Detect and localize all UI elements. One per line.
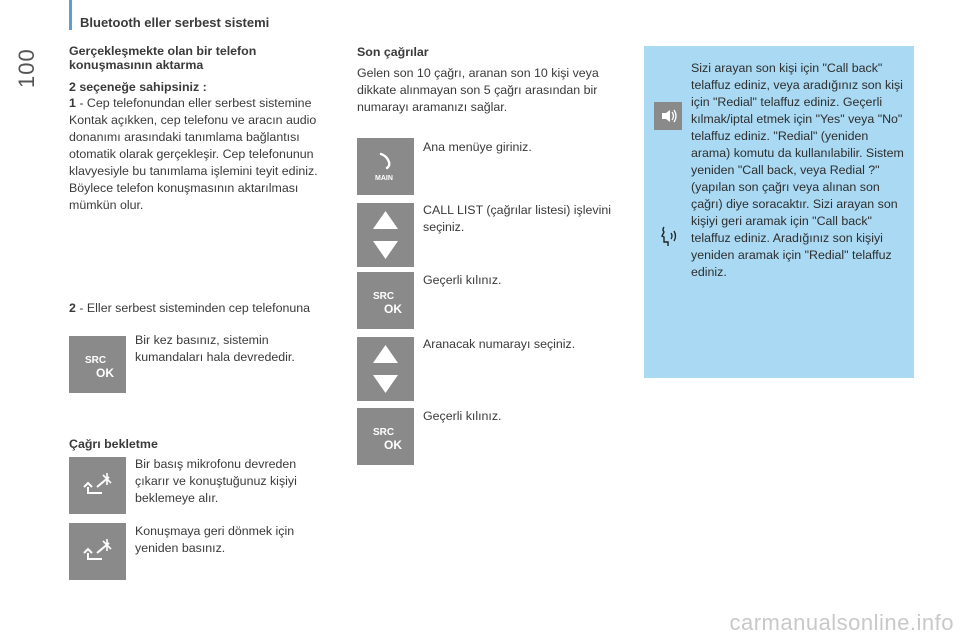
up-down-button-1[interactable] [357, 203, 414, 267]
ok-label: OK [384, 438, 402, 452]
up-down-button-2[interactable] [357, 337, 414, 401]
option-1-text: - Cep telefonundan eller serbest sistemine Kontak açıkken, cep telefonu ve aracın audio donanımı arasındaki tanımlama bağlantısı otomatik olarak gerçekleşir. Cep telefonunun klavyesiyle bu tanımlama işlemini teyit ediniz. Böylece telefon konuşmasının aktarılması mümkün olur. [69, 96, 318, 212]
src-label: SRC [373, 427, 395, 438]
voice-command-instructions: Sizi arayan son kişi için "Call back" telaffuz ediniz, veya aradığınız son kişi için "Redial" telaffuz ediniz. Geçerli kılmak/iptal etmek için "Yes" veya "No" telaffuz ediniz. "Redial" (yeniden arama) komutu da kullanılabilir. Sistem yeniden "Call back, veya Redial ?" (yapılan son çağrı veya alınan son çağrı) diye soracaktır. Sizi arayan son kişiyi geri aramak için "Call back" telaffuz ediniz. Aradığınız son kişiyi yeniden aramak için "Redial" telaffuz ediniz. [691, 61, 904, 279]
mic-mute-button-2[interactable] [69, 523, 126, 580]
press-once-text: Bir kez basınız, sistemin kumandaları hala devrededir. [135, 333, 295, 364]
src-label: SRC [373, 291, 395, 302]
mic-mute-icon [69, 457, 126, 514]
transfer-section-title: Gerçekleşmekte olan bir telefon konuşmasının aktarma [69, 44, 257, 72]
phone-hook-icon [381, 154, 389, 168]
arrow-up-icon [373, 345, 398, 363]
option-1-number: 1 [69, 96, 76, 110]
arrow-up-icon [373, 211, 398, 229]
mic-mute-icon [69, 523, 126, 580]
footer-watermark: carmanualsonline.info [729, 610, 954, 635]
page-header-title: Bluetooth eller serbest sistemi [80, 15, 270, 30]
src-ok-button-mid-1[interactable] [357, 272, 414, 329]
main-button[interactable] [357, 138, 414, 195]
src-label: SRC [85, 355, 107, 366]
call-wait-text-1: Bir basış mikrofonu devreden çıkarır ve konuştuğunuz kişiyi beklemeye alır. [135, 457, 297, 505]
step-3-text: Geçerli kılınız. [423, 273, 502, 287]
main-label: MAIN [375, 175, 393, 182]
arrow-down-icon [373, 241, 398, 259]
recent-calls-intro: Gelen son 10 çağrı, aranan son 10 kişi veya dikkate alınmayan son 5 çağrı arasından bir numarayı aramanızı sağlar. [357, 66, 599, 114]
recent-calls-title: Son çağrılar [357, 45, 429, 59]
speaking-head-icon [656, 224, 682, 250]
option-2-paragraph [69, 300, 349, 317]
page-number: 100 [14, 48, 39, 88]
arrow-down-icon [373, 375, 398, 393]
src-ok-button-left[interactable] [69, 336, 126, 393]
header-accent-bar [69, 0, 72, 30]
step-4-text: Aranacak numarayı seçiniz. [423, 337, 576, 351]
speaker-icon [654, 102, 682, 130]
option-2-number: 2 [69, 301, 76, 315]
step-2-text: CALL LIST (çağrılar listesi) işlevini seçiniz. [423, 203, 611, 234]
step-5-text: Geçerli kılınız. [423, 409, 502, 423]
src-ok-button-mid-2[interactable] [357, 408, 414, 465]
voice-command-button[interactable] [654, 102, 682, 130]
call-wait-text-2: Konuşmaya geri dönmek için yeniden basınız. [135, 524, 295, 555]
option-1-paragraph [69, 95, 341, 214]
call-wait-title: Çağrı bekletme [69, 437, 158, 451]
ok-label: OK [96, 366, 114, 380]
option-2-text: - Eller serbest sisteminden cep telefonuna [75, 301, 311, 315]
mic-mute-button-1[interactable] [69, 457, 126, 514]
ok-label: OK [384, 302, 402, 316]
step-1-text: Ana menüye giriniz. [423, 140, 532, 154]
options-heading: 2 seçeneğe sahipsiniz : [69, 80, 207, 94]
